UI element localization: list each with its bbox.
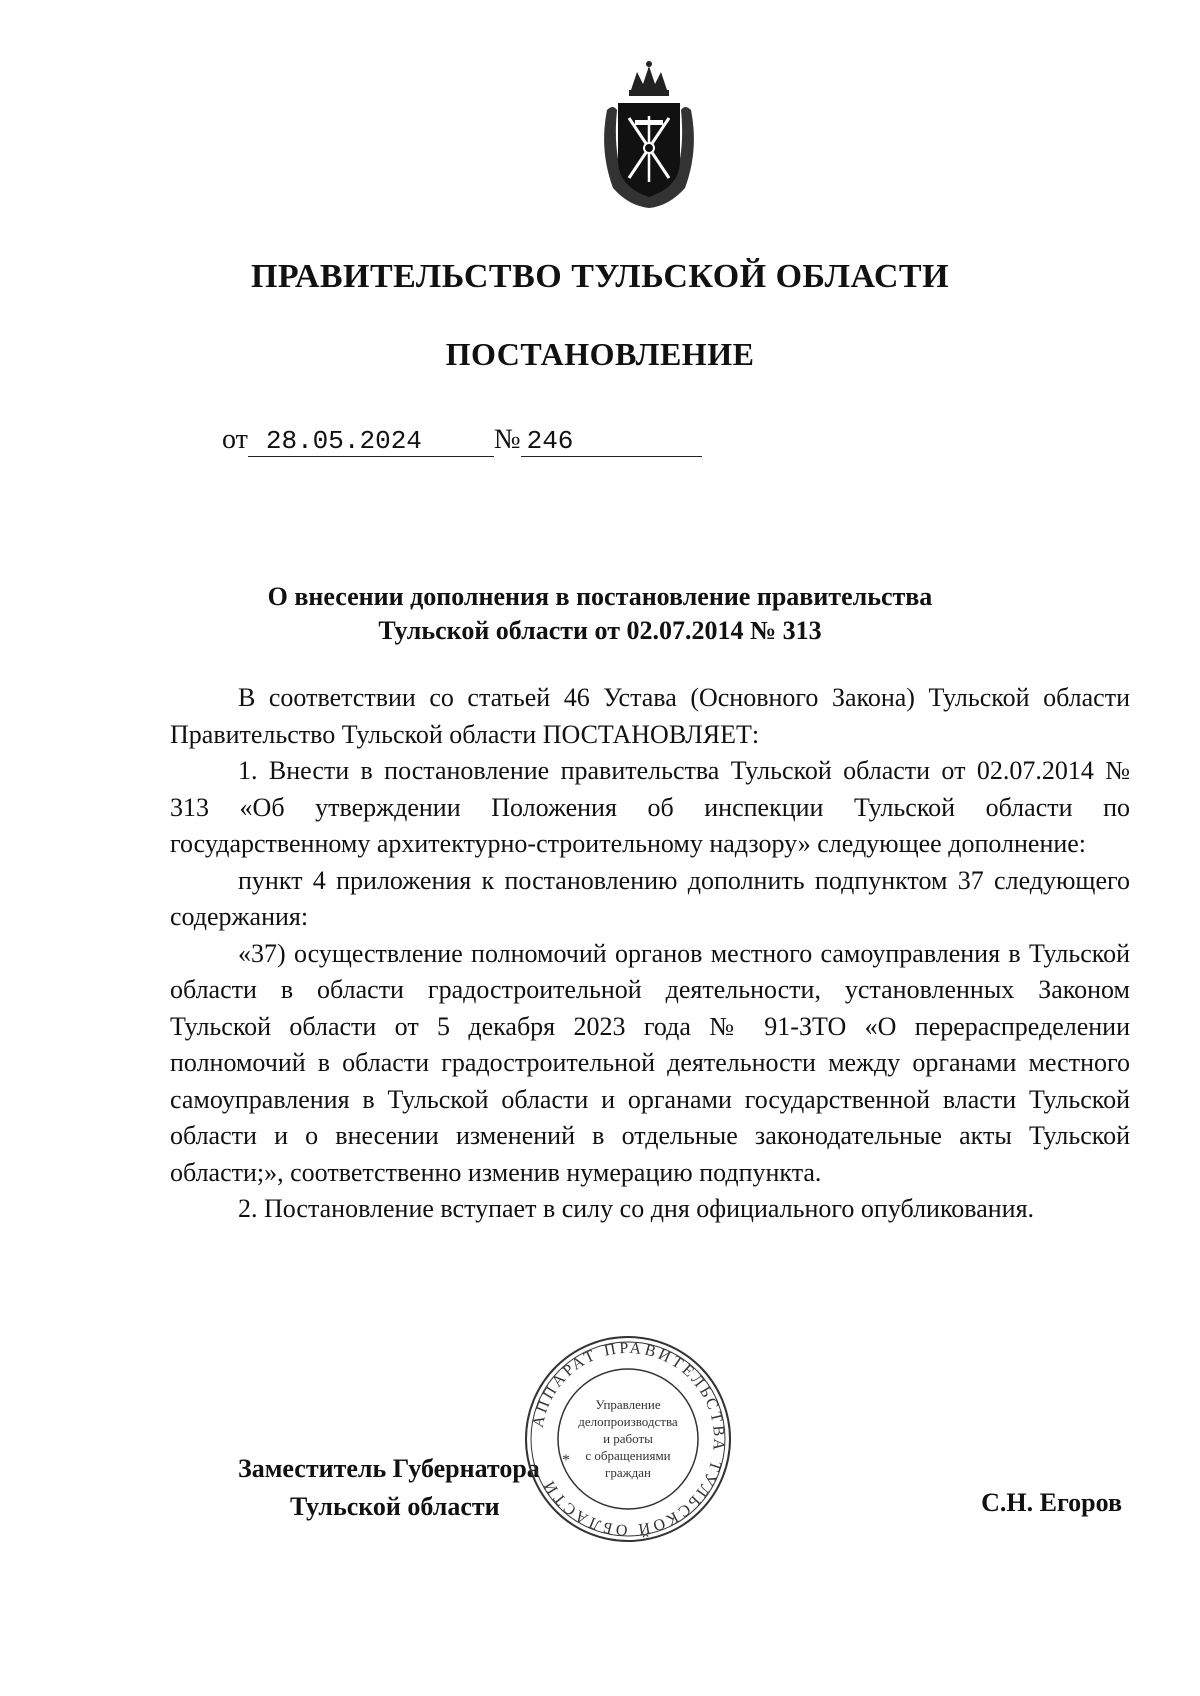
subject-line-1: О внесении дополнения в постановление правительства xyxy=(267,582,933,611)
tula-coat-of-arms-icon xyxy=(589,60,709,210)
signatory-position xyxy=(238,1450,540,1526)
stamp-center-line-3: и работы xyxy=(603,1431,653,1446)
signatory-name: С.Н. Егоров xyxy=(981,1488,1122,1517)
stamp-center-line-5: граждан xyxy=(605,1465,651,1480)
registration-line xyxy=(222,424,702,457)
official-round-stamp-icon xyxy=(522,1333,734,1545)
government-title: ПРАВИТЕЛЬСТВО ТУЛЬСКОЙ ОБЛАСТИ xyxy=(250,258,950,295)
document-subject xyxy=(170,580,1030,648)
paragraph-item-1-detail: пункт 4 приложения к постановлению дополнить подпунктом 37 следующего содержания: xyxy=(170,865,1130,931)
subject-line-2: Тульской области от 02.07.2014 № 313 xyxy=(378,616,822,645)
position-line-1: Заместитель Губернатора xyxy=(238,1454,540,1483)
stamp-center-line-1: Управление xyxy=(595,1397,661,1412)
date-prefix: от xyxy=(222,424,248,455)
stamp-star: * xyxy=(562,1452,570,1469)
stamp-center-line-2: делопроизводства xyxy=(578,1414,678,1429)
paragraph-preamble: В соответствии со статьей 46 Устава (Основного Закона) Тульской области Правительство Тульской области ПОСТАНОВЛЯЕТ: xyxy=(170,683,1130,749)
document-number: 246 xyxy=(521,426,702,457)
paragraph-item-1: 1. Внести в постановление правительства Тульской области от 02.07.2014 № 313 «Об утверждении Положения об инспекции Тульской области по государственному архитектурно-строительному надзору» следующее дополнение: xyxy=(170,756,1130,858)
paragraph-item-2: 2. Постановление вступает в силу со дня официального опубликования. xyxy=(238,1194,1035,1223)
document-date: 28.05.2024 xyxy=(248,426,494,457)
document-body xyxy=(170,680,1130,1228)
position-line-2: Тульской области xyxy=(290,1492,500,1521)
document-type: ПОСТАНОВЛЕНИЕ xyxy=(445,336,755,372)
number-prefix: № xyxy=(493,424,521,455)
stamp-center-line-4: с обращениями xyxy=(585,1448,671,1463)
paragraph-subitem-37: «37) осуществление полномочий органов местного самоуправления в Тульской области в области градостроительной деятельности, установленных Законом Тульской области от 5 декабря 2023 года № 91-ЗТО «О перераспределении полномочий в области градостроительной деятельности между органами местного самоуправления в Тульской области и органами государственной власти Тульской области и о внесении изменений в отдельные законодательные акты Тульской области;», соответственно изменив нумерацию подпункта. xyxy=(170,938,1130,1187)
stamp-ring-text: АППАРАТ ПРАВИТЕЛЬСТВА ТУЛЬСКОЙ ОБЛАСТИ xyxy=(529,1339,728,1539)
